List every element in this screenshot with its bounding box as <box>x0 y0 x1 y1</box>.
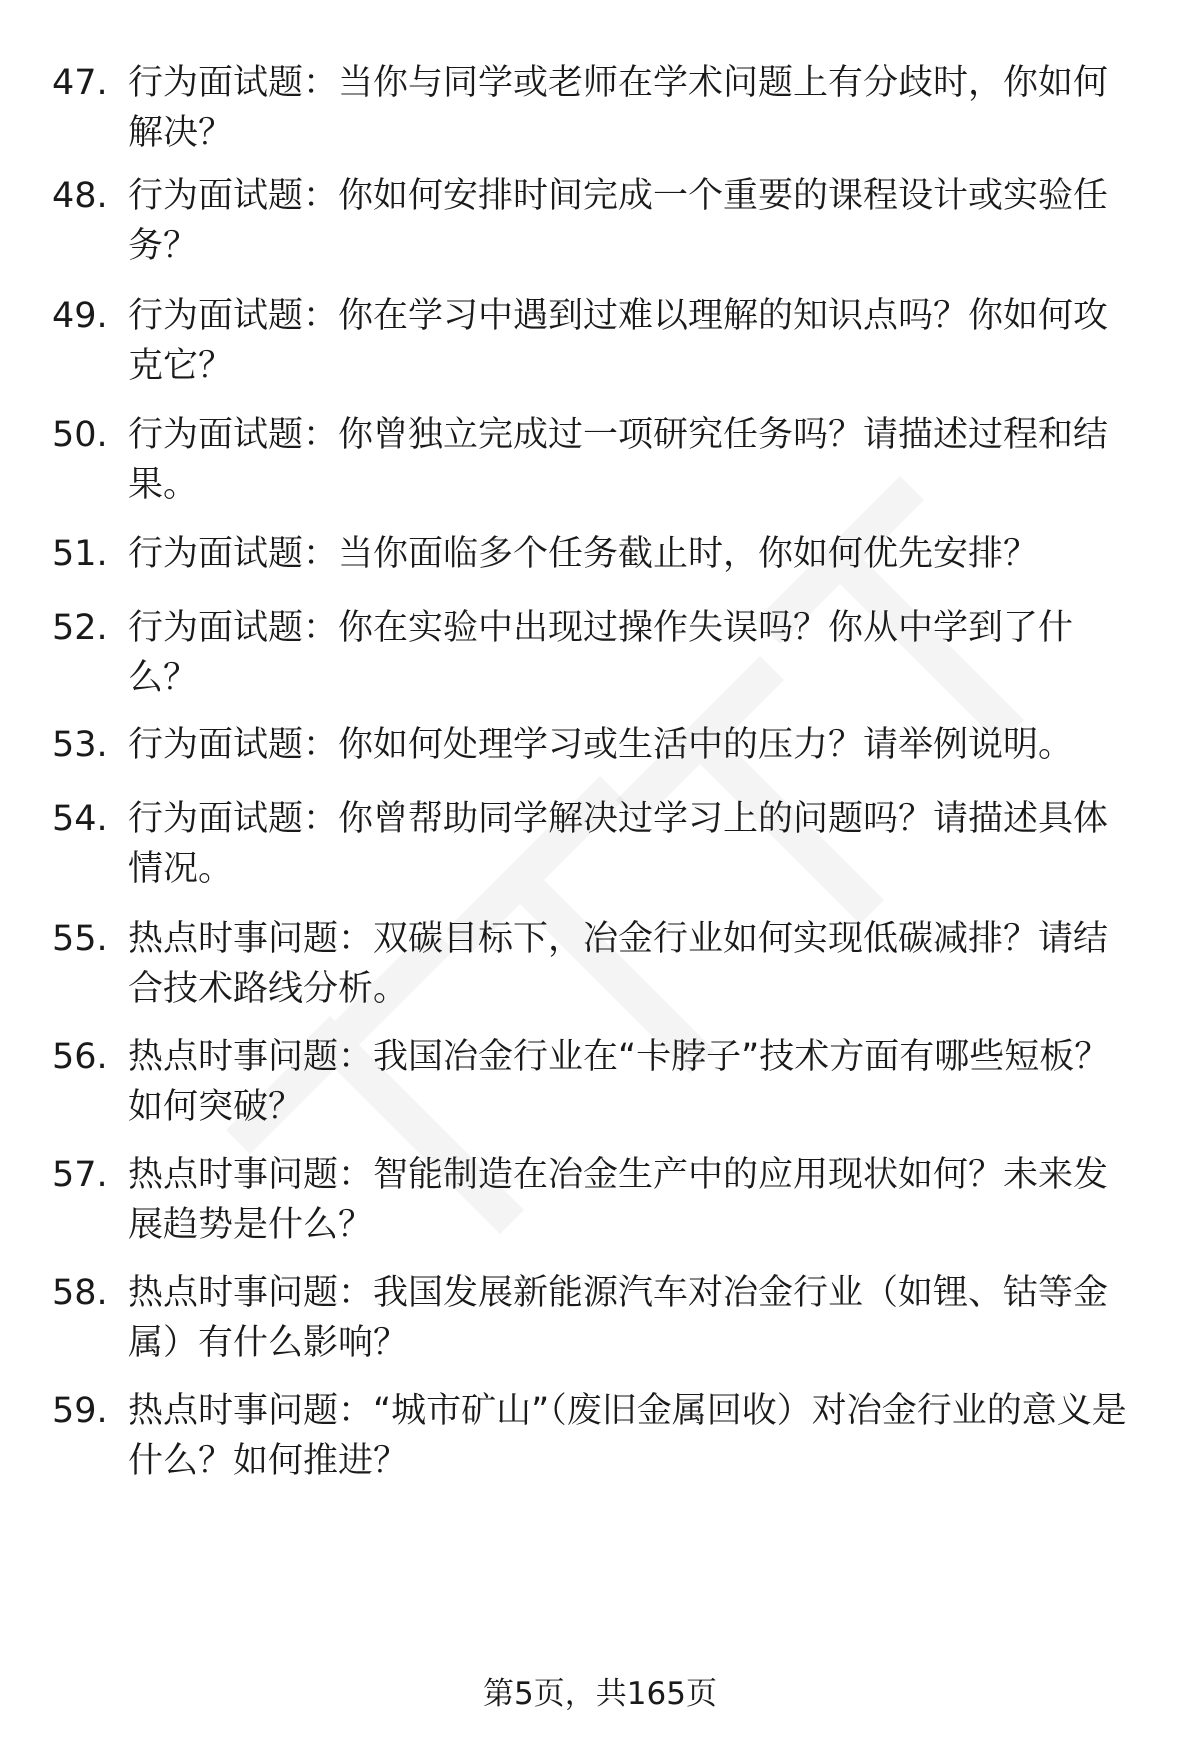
question-text: 行为面试题：你如何安排时间完成一个重要的课程设计或实验任务？ <box>128 176 1109 266</box>
question-text: 热点时事问题：“城市矿山”（废旧金属回收）对冶金行业的意义是什么？如何推进？ <box>128 1391 1127 1481</box>
question-number: 53. <box>52 725 108 765</box>
question-number: 58. <box>52 1273 108 1313</box>
question-text: 行为面试题：你在学习中遇到过难以理解的知识点吗？你如何攻克它？ <box>128 296 1109 386</box>
question-text: 行为面试题：你曾独立完成过一项研究任务吗？请描述过程和结果。 <box>128 415 1109 505</box>
question-text: 行为面试题：当你面临多个任务截止时，你如何优先安排？ <box>128 534 1039 574</box>
question-number: 54. <box>52 799 108 839</box>
question-text: 行为面试题：当你与同学或老师在学术问题上有分歧时，你如何解决？ <box>128 63 1109 153</box>
question-number: 47. <box>52 63 108 103</box>
page-number-footer: 第5页，共165页 <box>483 1676 717 1712</box>
question-number: 57. <box>52 1155 108 1195</box>
question-text: 行为面试题：你曾帮助同学解决过学习上的问题吗？请描述具体情况。 <box>128 799 1109 889</box>
question-text: 热点时事问题：智能制造在冶金生产中的应用现状如何？未来发展趋势是什么？ <box>128 1155 1109 1245</box>
question-number: 51. <box>52 534 108 574</box>
question-number: 50. <box>52 415 108 455</box>
question-text: 行为面试题：你在实验中出现过操作失误吗？你从中学到了什么？ <box>128 608 1074 698</box>
question-text: 热点时事问题：我国冶金行业在“卡脖子”技术方面有哪些短板？如何突破？ <box>128 1037 1110 1127</box>
question-number: 56. <box>52 1037 108 1077</box>
question-text: 行为面试题：你如何处理学习或生活中的压力？请举例说明。 <box>128 725 1074 765</box>
question-text: 热点时事问题：双碳目标下，冶金行业如何实现低碳减排？请结合技术路线分析。 <box>128 919 1109 1009</box>
question-text: 热点时事问题：我国发展新能源汽车对冶金行业（如锂、钴等金属）有什么影响？ <box>128 1273 1109 1363</box>
question-number: 52. <box>52 608 108 648</box>
question-number: 49. <box>52 296 108 336</box>
question-number: 59. <box>52 1391 108 1431</box>
question-number: 55. <box>52 919 108 959</box>
question-number: 48. <box>52 176 108 216</box>
